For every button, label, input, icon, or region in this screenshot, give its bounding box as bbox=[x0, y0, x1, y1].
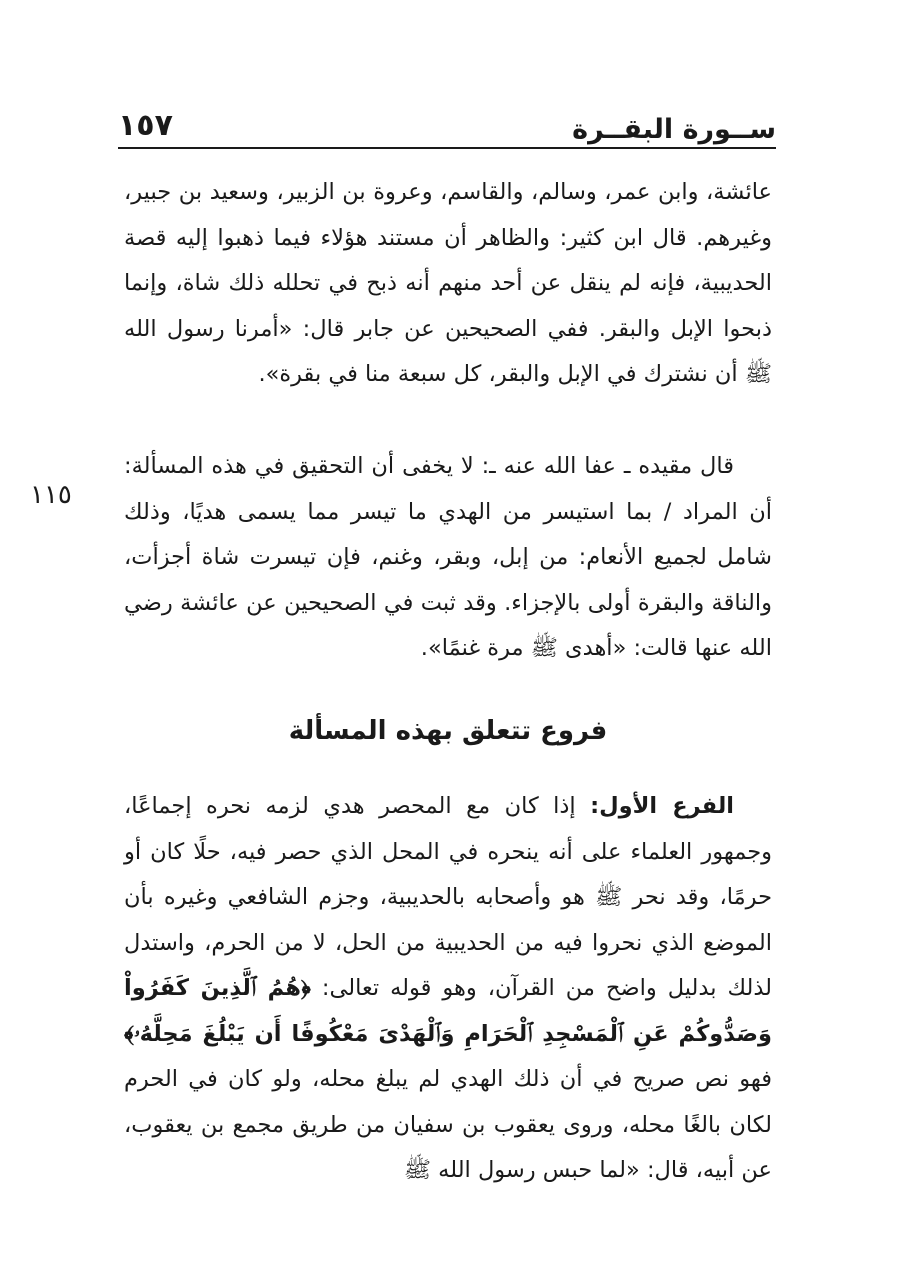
surah-title: ســورة البقــرة bbox=[572, 114, 776, 145]
paragraph-1: عائشة، وابن عمر، وسالم، والقاسم، وعروة بن الزبير، وسعيد بن جبير، وغيرهم. قال ابن كثير: والظاهر أن مستند هؤلاء فيما ذهبوا إليه قصة الحديبية، فإنه لم ينقل عن أحد منهم أنه ذبح في تحلله ذلك شاة، وإنما ذبحوا الإبل والبقر. ففي الصحيحين عن جابر قال: «أمرنا رسول الله ﷺ أن نشترك في الإبل والبقر، كل سبعة منا في بقرة». bbox=[124, 179, 772, 387]
page-number: ١٥٧ bbox=[118, 108, 173, 143]
margin-page-number: ١١٥ bbox=[30, 480, 72, 510]
paragraph-3-text-a: إذا كان مع المحصر هدي لزمه نحره إجماعًا، وجمهور العلماء على أنه ينحره في المحل الذي حصر فيه، حلًا كان أو حرمًا، وقد نحر ﷺ هو وأصحابه بالحديبية، وجزم الشافعي وغيره بأن الموضع الذي نحروا فيه من الحديبية من الحل، لا من الحرم، واستدل لذلك بدليل واضح من القرآن، وهو قوله تعالى: bbox=[124, 793, 772, 1001]
section-heading: فروع تتعلق بهذه المسألة bbox=[288, 716, 608, 746]
branch-title: الفرع الأول: bbox=[590, 793, 734, 819]
quran-verse: ﴿هُمُ ٱلَّذِينَ كَفَرُواْ وَصَدُّوكُمْ عَنِ ٱلْمَسْجِدِ ٱلْحَرَامِ وَٱلْهَدْىَ مَعْكُوفًا أَن يَبْلُغَ مَحِلَّهُۥ﴾ bbox=[124, 975, 772, 1047]
header-divider bbox=[118, 147, 776, 149]
paragraph-3-text-b: فهو نص صريح في أن ذلك الهدي لم يبلغ محله، ولو كان في الحرم لكان بالغًا محله، وروى يعقوب بن سفيان من طريق مجمع بن يعقوب، عن أبيه، قال: «لما حبس رسول الله ﷺ bbox=[124, 1066, 772, 1183]
page-header bbox=[118, 100, 776, 146]
paragraph-2: قال مقيده ـ عفا الله عنه ـ: لا يخفى أن التحقيق في هذه المسألة: أن المراد / بما استيسر من الهدي ما تيسر مما يسمى هديًا، وذلك شامل لجميع الأنعام: من إبل، وبقر، وغنم، فإن تيسرت شاة أجزأت، والناقة والبقرة أولى بالإجزاء. وقد ثبت في الصحيحين عن عائشة رضي الله عنها قالت: «أهدى ﷺ مرة غنمًا». bbox=[124, 453, 772, 661]
paragraph-3 bbox=[124, 784, 772, 1194]
